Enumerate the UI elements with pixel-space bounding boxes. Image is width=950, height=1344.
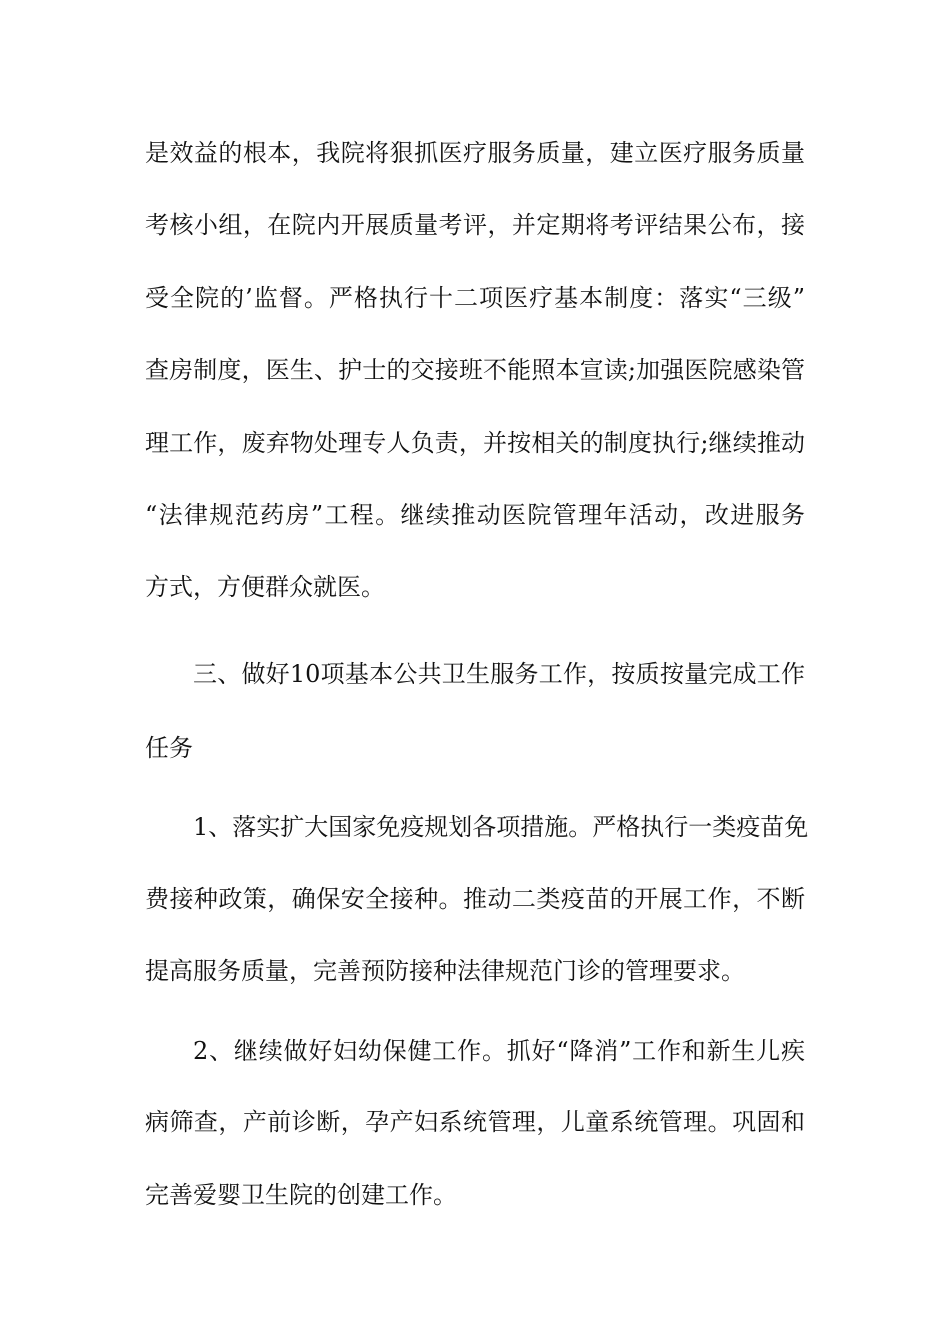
- paragraph-line: 查房制度，医生、护士的交接班不能照本宣读;加强医院感染管: [145, 356, 805, 384]
- paragraph-line: 完善爱婴卫生院的创建工作。: [145, 1181, 457, 1209]
- paragraph-line: 提高服务质量，完善预防接种法律规范门诊的管理要求。: [145, 957, 745, 985]
- section-heading-line: 三、做好10项基本公共卫生服务工作，按质按量完成工作: [193, 660, 805, 688]
- paragraph-line: 费接种政策，确保安全接种。推动二类疫苗的开展工作，不断: [145, 885, 805, 913]
- paragraph-line: 病筛查，产前诊断，孕产妇系统管理，儿童系统管理。巩固和: [145, 1108, 805, 1136]
- paragraph-line: 受全院的’监督。严格执行十二项医疗基本制度：落实“三级”: [145, 284, 805, 312]
- paragraph-line: 是效益的根本，我院将狠抓医疗服务质量，建立医疗服务质量: [145, 139, 805, 167]
- paragraph-line: “法律规范药房”工程。继续推动医院管理年活动，改进服务: [145, 501, 805, 529]
- paragraph-line: 2、继续做好妇幼保健工作。抓好“降消”工作和新生儿疾: [193, 1037, 805, 1065]
- section-heading-line: 任务: [145, 734, 193, 762]
- paragraph-line: 理工作，废弃物处理专人负责，并按相关的制度执行;继续推动: [145, 429, 805, 457]
- paragraph-line: 方式，方便群众就医。: [145, 573, 385, 601]
- paragraph-line: 考核小组，在院内开展质量考评，并定期将考评结果公布，接: [145, 211, 805, 239]
- paragraph-line: 1、落实扩大国家免疫规划各项措施。严格执行一类疫苗免: [193, 813, 809, 841]
